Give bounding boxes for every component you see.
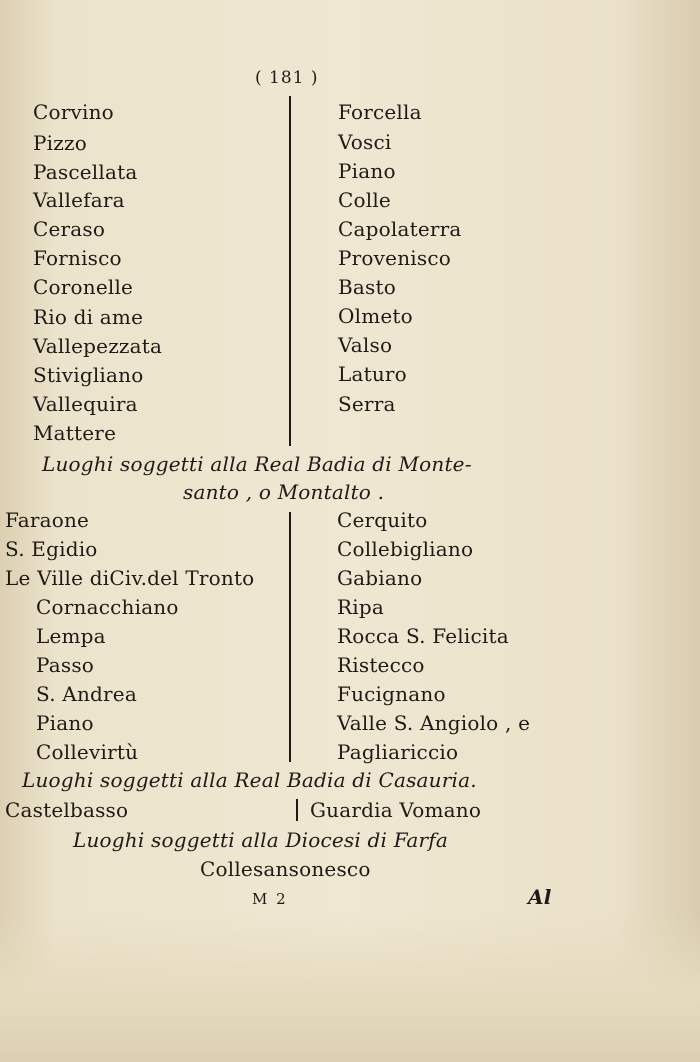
place-left: Piano xyxy=(36,711,94,735)
place-right: Pagliariccio xyxy=(337,740,459,764)
place-left: Passo xyxy=(36,653,95,677)
place-right: Fucignano xyxy=(337,682,446,706)
place-left: Collevirtù xyxy=(36,740,139,764)
place-left: Castelbasso xyxy=(5,798,129,822)
place-left: Cornacchiano xyxy=(36,595,179,619)
place-right: Gabiano xyxy=(337,566,423,590)
signature-mark: M 2 xyxy=(252,890,288,908)
place-right: Collebigliano xyxy=(337,537,474,561)
place-right: Rocca S. Felicita xyxy=(337,624,509,648)
place-left: Faraone xyxy=(5,508,90,532)
place-right: Capolaterra xyxy=(338,217,462,241)
place-left: S. Egidio xyxy=(5,537,98,561)
place-left: Stivigliano xyxy=(33,363,144,387)
place-right: Colle xyxy=(338,188,391,212)
place-right: Ristecco xyxy=(337,653,425,677)
place-right: Guardia Vomano xyxy=(310,798,482,822)
place-left: Ceraso xyxy=(33,217,106,241)
column-divider-2 xyxy=(289,512,291,762)
catchword: Al xyxy=(528,885,552,909)
place-right: Valle S. Angiolo , e xyxy=(337,711,531,735)
place-left: Mattere xyxy=(33,421,117,445)
place-left: Coronelle xyxy=(33,275,134,299)
place-right: Cerquito xyxy=(337,508,428,532)
page-number: ( 181 ) xyxy=(255,68,319,88)
place-centered: Collesansonesco xyxy=(200,857,371,881)
section-heading: Luoghi soggetti alla Diocesi di Farfa xyxy=(73,828,449,852)
place-right: Piano xyxy=(338,159,396,183)
section-heading: Luoghi soggetti alla Real Badia di Casauria. xyxy=(22,768,477,792)
place-left: Le Ville diCiv.del Tronto xyxy=(5,566,255,590)
place-right: Laturo xyxy=(338,362,407,386)
place-right: Provenisco xyxy=(338,246,451,270)
page-bottom-shadow xyxy=(0,912,700,1062)
place-left: Corvino xyxy=(33,100,114,124)
column-divider-1 xyxy=(289,96,291,446)
place-left: Fornisco xyxy=(33,246,122,270)
place-right: Basto xyxy=(338,275,396,299)
place-left: Rio di ame xyxy=(33,305,144,329)
place-left: Pascellata xyxy=(33,160,138,184)
place-right: Olmeto xyxy=(338,304,413,328)
place-right: Ripa xyxy=(337,595,384,619)
column-divider-3 xyxy=(296,799,298,821)
place-left: Vallepezzata xyxy=(33,334,163,358)
place-right: Vosci xyxy=(338,130,392,154)
place-left: S. Andrea xyxy=(36,682,137,706)
section-heading-continued: santo , o Montalto . xyxy=(183,480,385,504)
place-left: Vallefara xyxy=(33,188,125,212)
section-heading: Luoghi soggetti alla Real Badia di Monte- xyxy=(42,452,472,476)
place-left: Lempa xyxy=(36,624,106,648)
place-right: Forcella xyxy=(338,100,422,124)
place-right: Serra xyxy=(338,392,396,416)
place-left: Vallequira xyxy=(33,392,138,416)
place-right: Valso xyxy=(338,333,393,357)
place-left: Pizzo xyxy=(33,131,87,155)
